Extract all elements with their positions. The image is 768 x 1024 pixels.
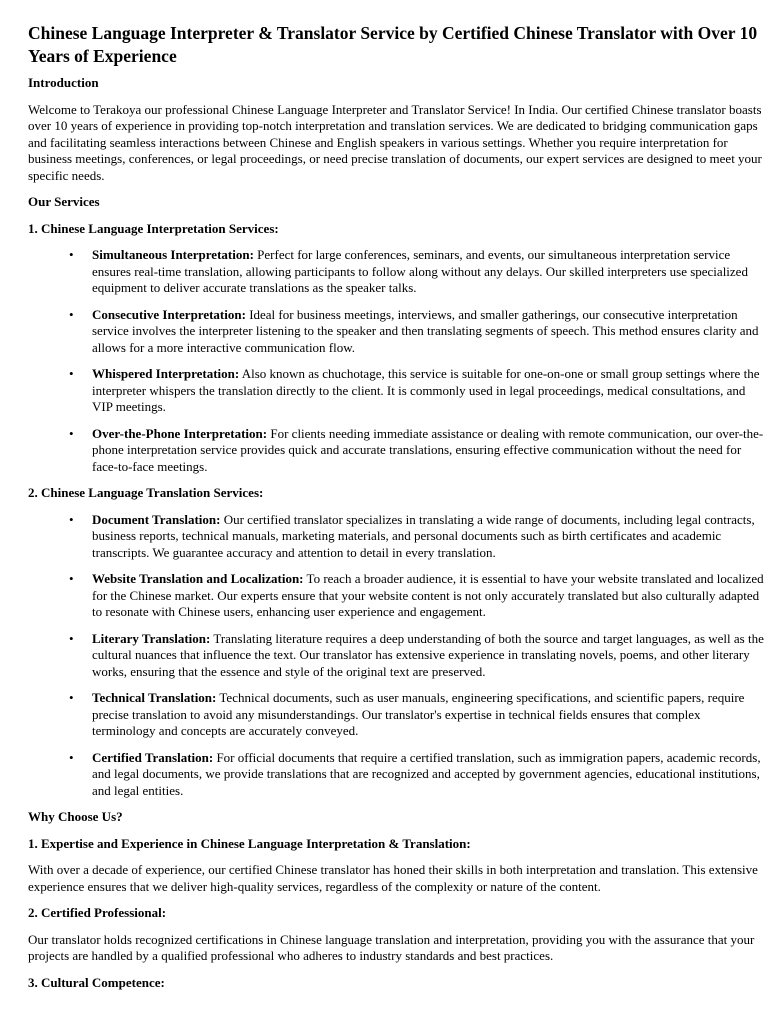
bullet: •	[69, 366, 74, 381]
item-text: Translating literature requires a deep understanding of both the source and target languages, as well as the cultural nuances that influence the text. Our translator has extensive experience in translating novels, poems, and other literary works, ensuring that the essence and style of the original text are preserved.	[92, 630, 764, 679]
why-point-heading: 3. Cultural Competence:	[28, 974, 165, 990]
services-heading: Our Services	[28, 194, 100, 209]
item-term: Simultaneous Interpretation:	[92, 247, 254, 262]
bullet: •	[69, 247, 74, 262]
bullet: •	[69, 425, 74, 441]
list-item	[69, 571, 764, 621]
list-item	[69, 366, 764, 416]
item-text: For clients needing immediate assistance or dealing with remote communication, our over-the-phone interpretation service provides quick and accurate translations, ensuring effective communication without the need for face-to-face meetings.	[92, 425, 764, 474]
item-term: Literary Translation:	[92, 630, 211, 646]
list-item	[69, 247, 764, 297]
bullet: •	[69, 749, 74, 765]
list-item	[69, 690, 764, 740]
bullet: •	[69, 306, 74, 322]
list-item	[69, 511, 764, 562]
item-term: Consecutive Interpretation:	[92, 306, 246, 322]
item-text: Our certified translator specializes in translating a wide range of documents, including legal contracts, business reports, technical manuals, marketing materials, and personal documents such as birth certificates and academic transcripts. We guarantee accuracy and attention to detail in every translation.	[92, 511, 755, 560]
bullet: •	[69, 630, 74, 646]
item-text: Also known as chuchotage, this service is suitable for one-on-one or small group settings where the interpreter whispers the translation directly to the client. It is commonly used in legal proceedings, medical consultations, and VIP meetings.	[92, 366, 760, 414]
intro-heading: Introduction	[28, 75, 99, 90]
why-point-heading: 1. Expertise and Experience in Chinese Language Interpretation & Translation:	[28, 835, 471, 851]
item-text: Ideal for business meetings, interviews, and smaller gatherings, our consecutive interpretation service involves the interpreter listening to the speaker and then translating segments of speech. This method ensures clarity and allows for a more interactive communication flow.	[92, 306, 759, 355]
intro-paragraph: Welcome to Terakoya our professional Chinese Language Interpreter and Translator Service! In India. Our certified Chinese translator boasts over 10 years of experience in providing top-notch interpretation and translation services. We are dedicated to bridging communication gaps and facilitating seamless interactions between Chinese and English speakers in various settings. Whether you require interpretation for business meetings, conferences, or legal proceedings, or need precise translation of documents, our expert services are designed to meet your specific needs.	[28, 101, 762, 183]
item-term: Certified Translation:	[92, 749, 214, 765]
translation-heading: 2. Chinese Language Translation Services:	[28, 485, 264, 500]
item-term: Whispered Interpretation:	[92, 366, 240, 381]
item-text: Technical documents, such as user manuals, engineering specifications, and scientific papers, require precise translation to avoid any misunderstandings. Our translator's expertise in technical fields ensures that complex terminology and concepts are accurately conveyed.	[92, 690, 745, 738]
item-text: To reach a broader audience, it is essential to have your website translated and localized for the Chinese market. Our experts ensure that your website content is not only accurately translated but also culturally adapted to resonate with Chinese users, enhancing user experience and engagement.	[92, 571, 764, 619]
bullet: •	[69, 511, 74, 527]
interpretation-list	[28, 247, 764, 475]
item-term: Technical Translation:	[92, 690, 217, 705]
why-point-text: With over a decade of experience, our certified Chinese translator has honed their skills in both interpretation and translation. This extensive experience ensures that we deliver high-quality services, regardless of the complexity or nature of the content.	[28, 862, 758, 894]
item-term: Document Translation:	[92, 511, 221, 527]
bullet: •	[69, 571, 74, 586]
item-text: For official documents that require a certified translation, such as immigration papers, academic records, and legal documents, we provide translations that are recognized and accepted by government agencies, educational institutions, and legal entities.	[92, 749, 761, 798]
list-item	[69, 425, 764, 476]
item-text: Perfect for large conferences, seminars, and events, our simultaneous interpretation service ensures real-time translation, allowing participants to follow along without any delays. Our skilled interpreters use specialized equipment to deliver accurate translations as the speaker talks.	[92, 247, 748, 295]
why-point-heading: 2. Certified Professional:	[28, 905, 167, 920]
page-title: Chinese Language Interpreter & Translator Service by Certified Chinese Translator with Over 10 Years of Experience	[28, 23, 758, 66]
item-term: Website Translation and Localization:	[92, 571, 304, 586]
list-item	[69, 630, 764, 681]
why-heading: Why Choose Us?	[28, 809, 123, 824]
translation-list	[28, 512, 764, 800]
list-item	[69, 306, 764, 357]
list-item	[69, 749, 764, 800]
why-point-text: Our translator holds recognized certifications in Chinese language translation and interpretation, providing you with the assurance that your projects are handled by a qualified professional who adheres to industry standards and best practices.	[28, 931, 755, 963]
item-term: Over-the-Phone Interpretation:	[92, 425, 268, 441]
bullet: •	[69, 690, 74, 705]
interpretation-heading: 1. Chinese Language Interpretation Services:	[28, 220, 279, 236]
